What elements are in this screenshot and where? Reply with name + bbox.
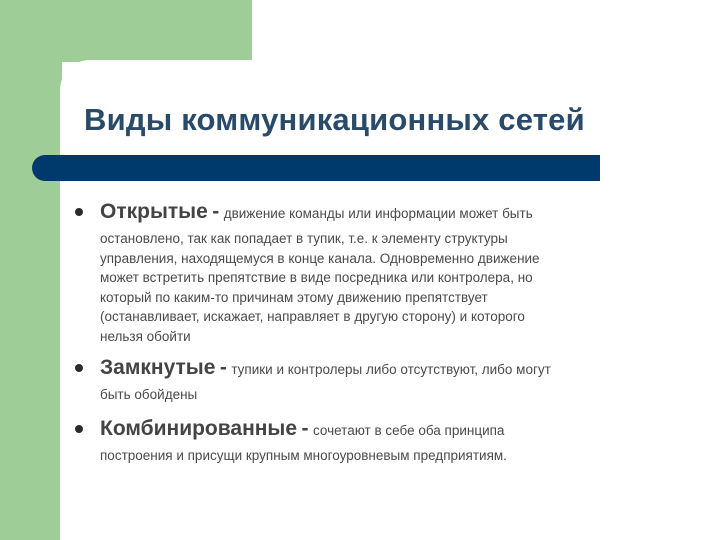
item-description-line: остановлено, так как попадает в тупик, т.е. к элементу структуры — [100, 231, 508, 246]
bullet-icon — [75, 208, 83, 216]
item-description: тупики и контролеры либо отсутствуют, либо могут — [231, 362, 551, 377]
item-description-line: нельзя обойти — [100, 328, 191, 344]
item-description-line: (останавливает, искажает, направляет в другую сторону) и которого — [100, 309, 525, 325]
item-description-line: который по каким-то причинам этому движению препятствует — [100, 289, 488, 305]
item-description-line: построения и присущи крупным многоуровневым предприятиям. — [100, 448, 507, 463]
item-description-line: быть обойдены — [100, 387, 198, 402]
list-item-open — [100, 197, 690, 347]
bullet-icon — [75, 364, 83, 372]
list-item-closed — [100, 353, 690, 405]
item-dash: - — [301, 417, 309, 440]
item-description-line: может встретить препятствие в виде посредника или контролера, но — [100, 270, 533, 286]
bullet-icon — [75, 425, 83, 433]
item-dash: - — [212, 200, 220, 223]
item-dash: - — [219, 356, 227, 379]
title-underline-bar — [32, 155, 600, 181]
item-term: Открытые — [100, 200, 208, 223]
slide-title: Виды коммуникационных сетей — [84, 102, 585, 137]
item-description: движение команды или информации может быть — [223, 206, 533, 221]
green-accent-left — [0, 0, 62, 540]
item-term: Замкнутые — [100, 356, 216, 379]
item-description: сочетают в себе оба принципа — [312, 423, 505, 438]
list-item-combined — [100, 414, 690, 466]
item-description-line: управления, находящемуся в конце канала. Одновременно движение — [100, 250, 540, 266]
item-term: Комбинированные — [100, 417, 298, 440]
